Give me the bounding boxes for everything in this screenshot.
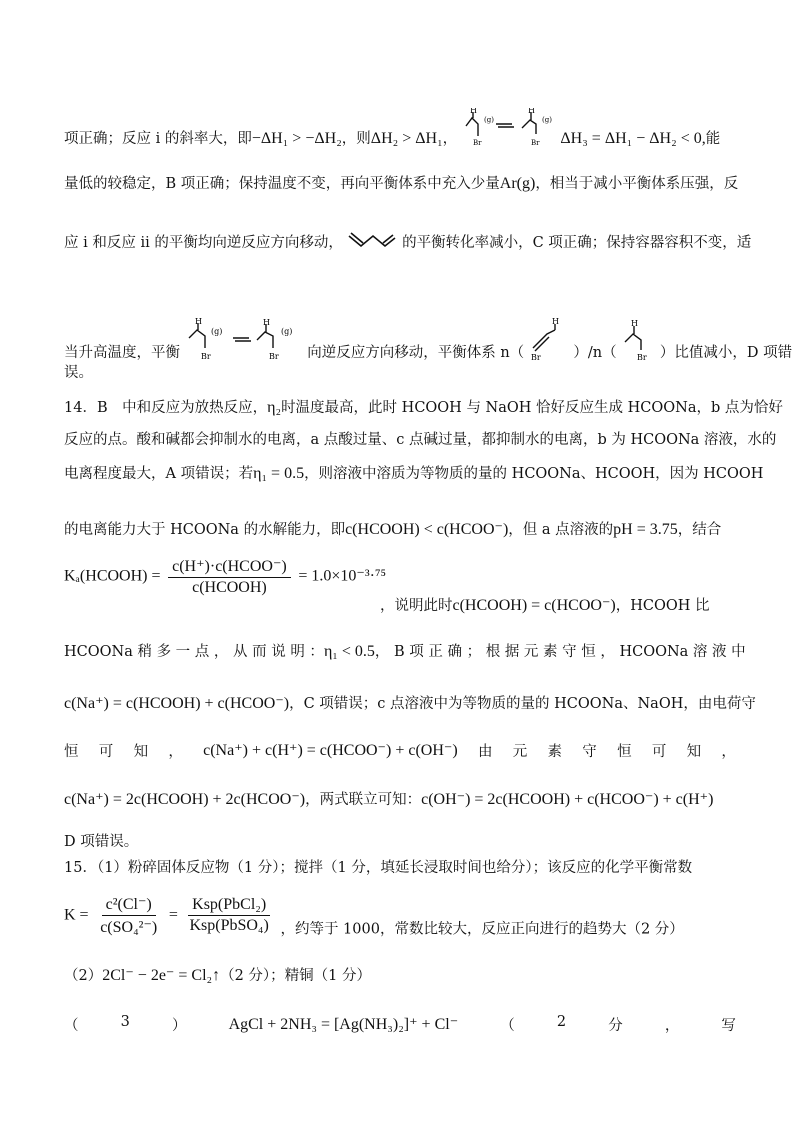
text: （2 分）；精铜（1 分） xyxy=(220,968,372,984)
reactant-structure xyxy=(621,318,655,362)
eta-2: η₂ xyxy=(267,399,282,416)
text: 时温度最高，此时 HCOOH 与 NaOH 恰好反应生成 HCOONa，b 点为恰好 xyxy=(281,400,783,416)
equation-charge-balance: c(Na⁺) + c(H⁺) = c(HCOO⁻) + c(OH⁻) xyxy=(203,742,458,759)
text: ，相当于减小平衡体系压强，反 xyxy=(535,176,739,192)
text: 元 xyxy=(512,744,528,760)
k-equals: = xyxy=(168,906,178,924)
text: 当升高温度，平衡 xyxy=(64,345,180,361)
line-4 xyxy=(64,318,793,362)
text: ，说明此时 xyxy=(380,598,453,614)
text: ， B 项 正 确 ； 根 据 元 素 守 恒 ， HCOONa 溶 液 中 xyxy=(374,644,746,660)
equation-eta1-less: η₁ < 0.5 xyxy=(323,643,375,660)
text: 知 xyxy=(133,744,149,760)
line-8 xyxy=(64,462,764,483)
text: 14．B 中和反应为放热反应， xyxy=(64,400,268,416)
k-numerator-2: Ksp(PbCl₂) xyxy=(188,896,270,916)
k-denominator-2: Ksp(PbSO₄) xyxy=(189,917,269,934)
text: ，约等于 1000，常数比较大，反应正向进行的趋势大（2 分） xyxy=(280,921,684,938)
line-19 xyxy=(64,1014,736,1035)
k-fraction-2 xyxy=(185,896,272,935)
text: 向逆反应方向移动，平衡体系 n（ xyxy=(307,345,525,361)
k-denominator-1: c(SO₄²⁻) xyxy=(100,919,158,936)
text: 写 xyxy=(721,1018,736,1034)
phase-label: (g) xyxy=(210,327,222,336)
equation-ar: Ar(g) xyxy=(499,175,536,192)
ka-fraction xyxy=(168,556,291,597)
text: ，HCOOH 比 xyxy=(615,598,710,614)
text: 误。 xyxy=(64,365,93,381)
text: 由 xyxy=(477,744,493,760)
text: 量低的较稳定，B 项正确；保持温度不变，再向平衡体系中充入少量 xyxy=(64,176,500,192)
text: ， xyxy=(664,1018,680,1034)
line-13 xyxy=(64,740,736,761)
text: HCOONa 稍 多 一 点 ， 从 而 说 明 ： xyxy=(64,644,324,660)
equation-ph: pH = 3.75 xyxy=(613,521,678,538)
text: ）比值减小，D 项错 xyxy=(659,345,793,361)
text: 应 i 和反应 ii 的平衡均向逆反应方向移动， xyxy=(64,235,343,251)
text: 的电离能力大于 HCOONa 的水解能力，即 xyxy=(64,522,346,538)
text: 知 xyxy=(686,744,702,760)
molecule-h: H xyxy=(551,318,559,326)
equation-electrode: 2Cl⁻ − 2e⁻ = Cl₂↑ xyxy=(102,967,221,984)
equation-dh-order: ΔH₂ > ΔH₁ xyxy=(370,130,443,147)
ka-numerator: c(H⁺)·c(HCOO⁻) xyxy=(168,556,291,578)
product-structure xyxy=(529,318,569,362)
text: 3 xyxy=(120,1014,130,1030)
line-7 xyxy=(64,428,777,449)
equation-material-balance: c(Na⁺) = c(HCOOH) + c(HCOO⁻) xyxy=(64,695,290,712)
equation-concentration-compare: c(HCOOH) < c(HCOO⁻) xyxy=(345,521,509,538)
equation-concentration-equal: c(HCOOH) = c(HCOO⁻) xyxy=(452,597,616,614)
phase-label: (g) xyxy=(280,327,292,336)
line-2 xyxy=(64,172,739,193)
molecule-h: H xyxy=(469,108,477,115)
equation-silver-complex: AgCl + 2NH₃ = [Ag(NH₃)₂]⁺ + Cl⁻ xyxy=(228,1016,459,1033)
text: 反应的点。酸和碱都会抑制水的电离，a 点酸过量、c 点碱过量，都抑制水的电离，b 为 HCOONa 溶液，水的 xyxy=(64,432,777,448)
equation-oh: c(OH⁻) = 2c(HCOOH) + c(HCOO⁻) + c(H⁺) xyxy=(421,791,714,808)
line-12 xyxy=(64,692,756,713)
text: 恒 xyxy=(617,744,632,760)
equation-eta1: η₁ = 0.5 xyxy=(253,465,305,482)
ka-rhs: = 1.0×10⁻³·⁷⁵ xyxy=(298,567,387,585)
text: ，则溶液中溶质为等物质的量的 HCOONa、HCOOH，因为 HCOOH xyxy=(304,466,764,482)
text: （2） xyxy=(64,968,103,984)
line-14 xyxy=(64,788,736,809)
line-15 xyxy=(64,830,736,851)
text: 分 xyxy=(608,1018,623,1034)
line-5 xyxy=(64,361,736,382)
equation-dh-compare: −ΔH₁ > −ΔH₂ xyxy=(251,130,342,147)
text: 能 xyxy=(705,131,721,147)
line-10b xyxy=(380,594,736,615)
molecule-br: Br xyxy=(472,139,482,147)
ka-lhs: Kₐ(HCOOH) = xyxy=(64,567,161,585)
k-fraction-1 xyxy=(96,894,161,937)
text: 项正确；反应 i 的斜率大，即 xyxy=(64,131,252,147)
molecule-h: H xyxy=(262,318,270,327)
text: 素 xyxy=(547,744,563,760)
text: ，两式联立可知： xyxy=(305,792,422,808)
text: ） xyxy=(171,1018,187,1034)
line-11 xyxy=(64,640,746,661)
text: 可 xyxy=(651,744,667,760)
k-numerator-1: c²(Cl⁻) xyxy=(102,894,156,916)
text: （ xyxy=(500,1018,515,1034)
text: 15．（1）粉碎固体反应物（1 分）；搅拌（1 分，填延长浸取时间也给分）；该反应的化学平衡常数 xyxy=(64,860,693,876)
k-lhs: K = xyxy=(64,906,89,924)
molecule-h: H xyxy=(527,108,535,115)
text: ， xyxy=(721,744,736,760)
text: ， xyxy=(168,744,183,760)
line-6 xyxy=(64,396,783,417)
text: D 项错误。 xyxy=(64,834,139,850)
text: ，结合 xyxy=(677,522,722,538)
butadiene-structure xyxy=(347,230,397,252)
molecule-h: H xyxy=(631,319,639,328)
equilibrium-structures xyxy=(462,108,556,148)
text: 的平衡转化率减小，C 项正确；保持容器容积不变，适 xyxy=(402,235,752,251)
molecule-br: Br xyxy=(200,352,211,361)
molecule-br: Br xyxy=(530,353,541,362)
line-1 xyxy=(64,108,736,148)
text: （ xyxy=(64,1018,79,1034)
line-18 xyxy=(64,964,736,985)
equilibrium-structures xyxy=(185,318,303,362)
line-10 xyxy=(64,556,736,597)
text: ）/n（ xyxy=(573,345,617,361)
text: 恒 xyxy=(64,744,79,760)
molecule-br: Br xyxy=(637,353,647,362)
text: 守 xyxy=(582,744,597,760)
text: ，C 项错误；c 点溶液中为等物质的量的 HCOONa、NaOH，由电荷守 xyxy=(289,696,756,712)
text: ，则 xyxy=(341,131,371,147)
ka-denominator: c(HCOOH) xyxy=(192,579,267,596)
molecule-br: Br xyxy=(530,139,540,147)
text: 电离程度最大，A 项错误；若 xyxy=(64,466,254,482)
line-9 xyxy=(64,518,736,539)
line-16 xyxy=(64,856,736,877)
text: 可 xyxy=(98,744,114,760)
molecule-h: H xyxy=(194,318,202,326)
text: ，但 a 点溶液的 xyxy=(508,522,614,538)
text: ， xyxy=(442,131,458,147)
equation-material-balance-2: c(Na⁺) = 2c(HCOOH) + 2c(HCOO⁻) xyxy=(64,791,306,808)
phase-label: (g) xyxy=(483,116,494,124)
line-17 xyxy=(64,894,736,939)
molecule-br: Br xyxy=(268,352,279,361)
phase-label: (g) xyxy=(541,116,552,124)
text: 2 xyxy=(556,1014,567,1030)
line-3 xyxy=(64,230,752,252)
equation-dh3: ΔH₃ = ΔH₁ − ΔH₂ < 0, xyxy=(560,130,706,147)
